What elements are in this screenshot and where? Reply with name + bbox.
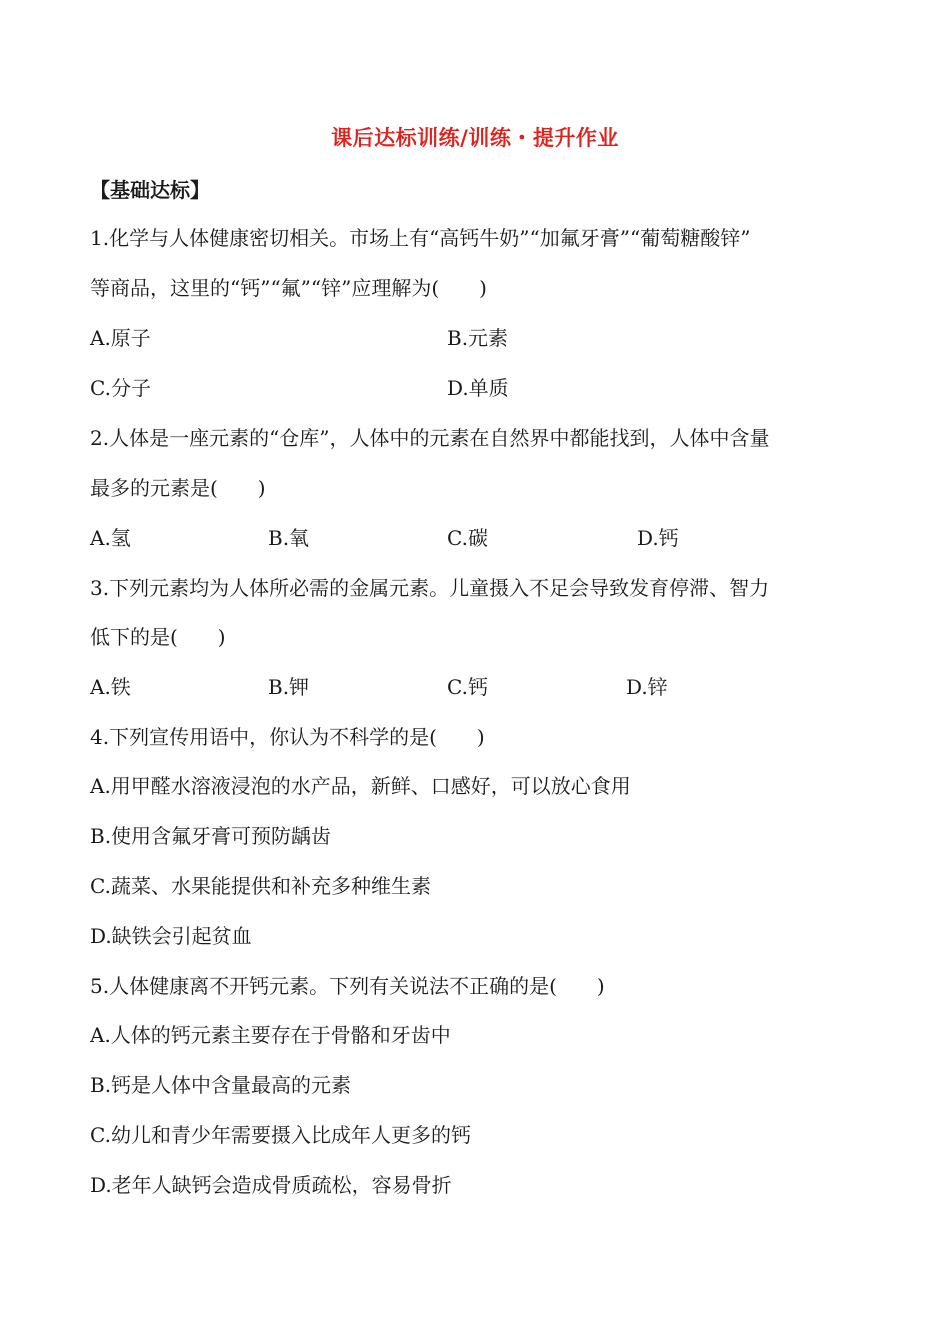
- question-4-option-d: D.缺铁会引起贫血: [90, 924, 252, 948]
- question-2-option-d: D.钙: [637, 526, 679, 550]
- question-4-option-c: C.蔬菜、水果能提供和补充多种维生素: [90, 874, 431, 898]
- section-heading: 【基础达标】: [90, 178, 210, 202]
- question-3-option-d: D.锌: [626, 675, 668, 699]
- question-1-option-d: D.单质: [447, 376, 509, 400]
- question-4-stem: 4.下列宣传用语中，你认为不科学的是( ): [90, 725, 485, 749]
- question-2-option-a: A.氢: [90, 526, 131, 550]
- question-5-option-c: C.幼儿和青少年需要摄入比成年人更多的钙: [90, 1123, 471, 1147]
- question-5-stem: 5.人体健康离不开钙元素。下列有关说法不正确的是( ): [90, 974, 605, 998]
- page-title: 课后达标训练/训练・提升作业: [331, 126, 619, 150]
- question-3-option-c: C.钙: [447, 675, 488, 699]
- question-5-option-d: D.老年人缺钙会造成骨质疏松，容易骨折: [90, 1173, 452, 1197]
- question-3-stem-line-2: 低下的是( ): [90, 625, 226, 649]
- question-2-stem-line-2: 最多的元素是( ): [90, 476, 266, 500]
- question-1-option-a: A.原子: [90, 326, 151, 350]
- question-2-option-c: C.碳: [447, 526, 488, 550]
- question-2-stem-line-1: 2.人体是一座元素的“仓库”，人体中的元素在自然界中都能找到，人体中含量: [90, 426, 770, 450]
- question-1-stem-line-2: 等商品，这里的“钙”“氟”“锌”应理解为( ): [90, 276, 487, 300]
- question-3-stem-line-1: 3.下列元素均为人体所必需的金属元素。儿童摄入不足会导致发育停滞、智力: [90, 576, 770, 600]
- question-5-option-b: B.钙是人体中含量最高的元素: [90, 1073, 352, 1097]
- question-5-option-a: A.人体的钙元素主要存在于骨骼和牙齿中: [90, 1023, 451, 1047]
- question-1-option-c: C.分子: [90, 376, 151, 400]
- question-3-option-a: A.铁: [90, 675, 131, 699]
- question-4-option-a: A.用甲醛水溶液浸泡的水产品，新鲜、口感好，可以放心食用: [90, 774, 631, 798]
- question-3-option-b: B.钾: [268, 675, 310, 699]
- question-1-stem-line-1: 1.化学与人体健康密切相关。市场上有“高钙牛奶”“加氟牙膏”“葡萄糖酸锌”: [90, 226, 751, 250]
- question-4-option-b: B.使用含氟牙膏可预防龋齿: [90, 824, 332, 848]
- question-2-option-b: B.氧: [268, 526, 310, 550]
- question-1-option-b: B.元素: [447, 326, 509, 350]
